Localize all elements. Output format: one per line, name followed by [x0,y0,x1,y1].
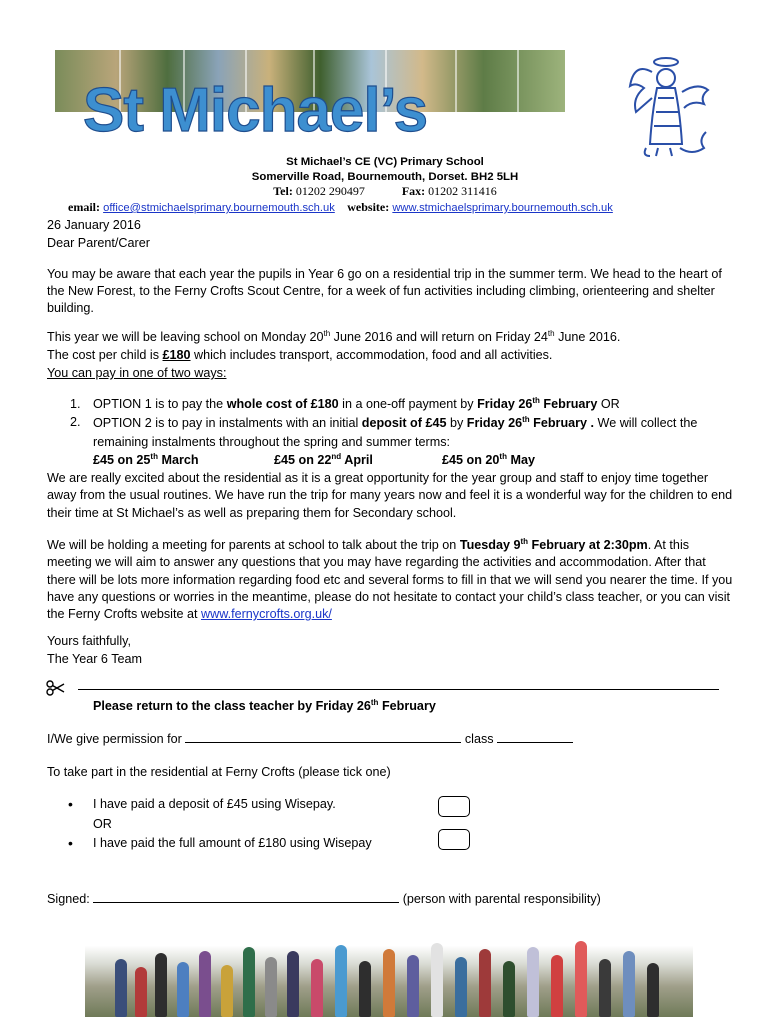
signature-line [47,891,601,909]
letter-date: 26 January 2016 [47,218,141,232]
fernycrofts-link[interactable]: www.fernycrofts.org.uk/ [201,607,332,622]
contact-email-website [68,199,613,217]
paragraph-cost: The cost per child is £180 which includes transport, accommodation, food and all activities. [47,348,553,362]
bullet-icon: • [68,796,73,812]
tel-label: Tel: [273,184,293,198]
instalment-march: £45 on 25th March [93,451,199,467]
payment-intro: You can pay in one of two ways: [47,366,227,380]
contact-phone-fax [0,184,770,200]
letter-salutation: Dear Parent/Carer [47,236,150,250]
school-name: St Michael’s CE (VC) Primary School [286,156,484,168]
fax-number: 01202 311416 [428,184,497,198]
instalment-may: £45 on 20th May [442,451,535,467]
responsibility-note: (person with parental responsibility) [402,892,601,906]
fax-label: Fax: [401,184,426,198]
school-logo-wordmark: St Michael’s [83,76,428,145]
letterhead-banner [55,50,565,150]
scissors-icon [46,680,66,696]
tick-intro: To take part in the residential at Ferny Crofts (please tick one) [47,765,391,779]
school-address: Somerville Road, Bournemouth, Dorset. BH2 5LH [251,171,519,183]
class-label: class [464,732,494,746]
cut-line [78,689,719,690]
letter-closing: Yours faithfully, [47,634,132,648]
bullet-icon: • [68,835,73,851]
signature-field[interactable] [93,891,399,903]
slip-heading: Please return to the class teacher by Friday 26th February [93,697,436,713]
cost-amount: £180 [162,348,191,362]
email-label: email: [68,200,100,214]
tel-number: 01202 290497 [295,184,365,198]
website-link[interactable]: www.stmichaelsprimary.bournemouth.sch.uk [392,202,613,214]
signed-label: Signed: [47,892,90,906]
class-field[interactable] [497,731,573,743]
letter-signoff: The Year 6 Team [47,652,142,666]
or-separator: OR [93,817,112,831]
child-name-field[interactable] [185,731,461,743]
permission-line [47,731,573,749]
paragraph-residential: We are really excited about the residential as it is a great opportunity for the year group and staff to enjoy time together away from the usual routines. We have run the trip for many years now and feel it is a wonderful way for the children to end their time at St Michael’s as well as preparing them for Secondary school. [47,471,733,520]
paragraph-dates: This year we will be leaving school on Monday 20th June 2016 and will return on Friday 24th June 2016. [47,328,621,344]
permission-label: I/We give permission for [47,732,182,746]
st-michael-emblem-icon [622,52,714,160]
instalment-april: £45 on 22nd April [274,451,373,467]
paragraph-intro: You may be aware that each year the pupils in Year 6 go on a residential trip in the summer term. We head to the heart of the New Forest, to the Ferny Crofts Scout Centre, for a week of fun activities including climbing, orienteering and shelter building. [47,267,722,315]
email-link[interactable]: office@stmichaelsprimary.bournemouth.sch.uk [103,202,335,214]
paragraph-meeting: We will be holding a meeting for parents at school to talk about the trip on Tuesday 9th February at 2:30pm. At this meeting we will aim to answer any questions that you may have regarding the activities and accommodation. After that there will be lots more information regarding food etc and several forms to fill in that we will send you nearer the time. If you have any questions or worries in the meantime, please do not hesitate to contact your child’s class teacher, or you can visit the Ferny Crofts website at www.fernycrofts.org.uk/ [47,536,733,622]
website-label: website: [347,200,390,214]
deposit-checkbox[interactable] [438,796,470,817]
group-photo [85,915,693,1017]
full-payment-checkbox[interactable] [438,829,470,850]
